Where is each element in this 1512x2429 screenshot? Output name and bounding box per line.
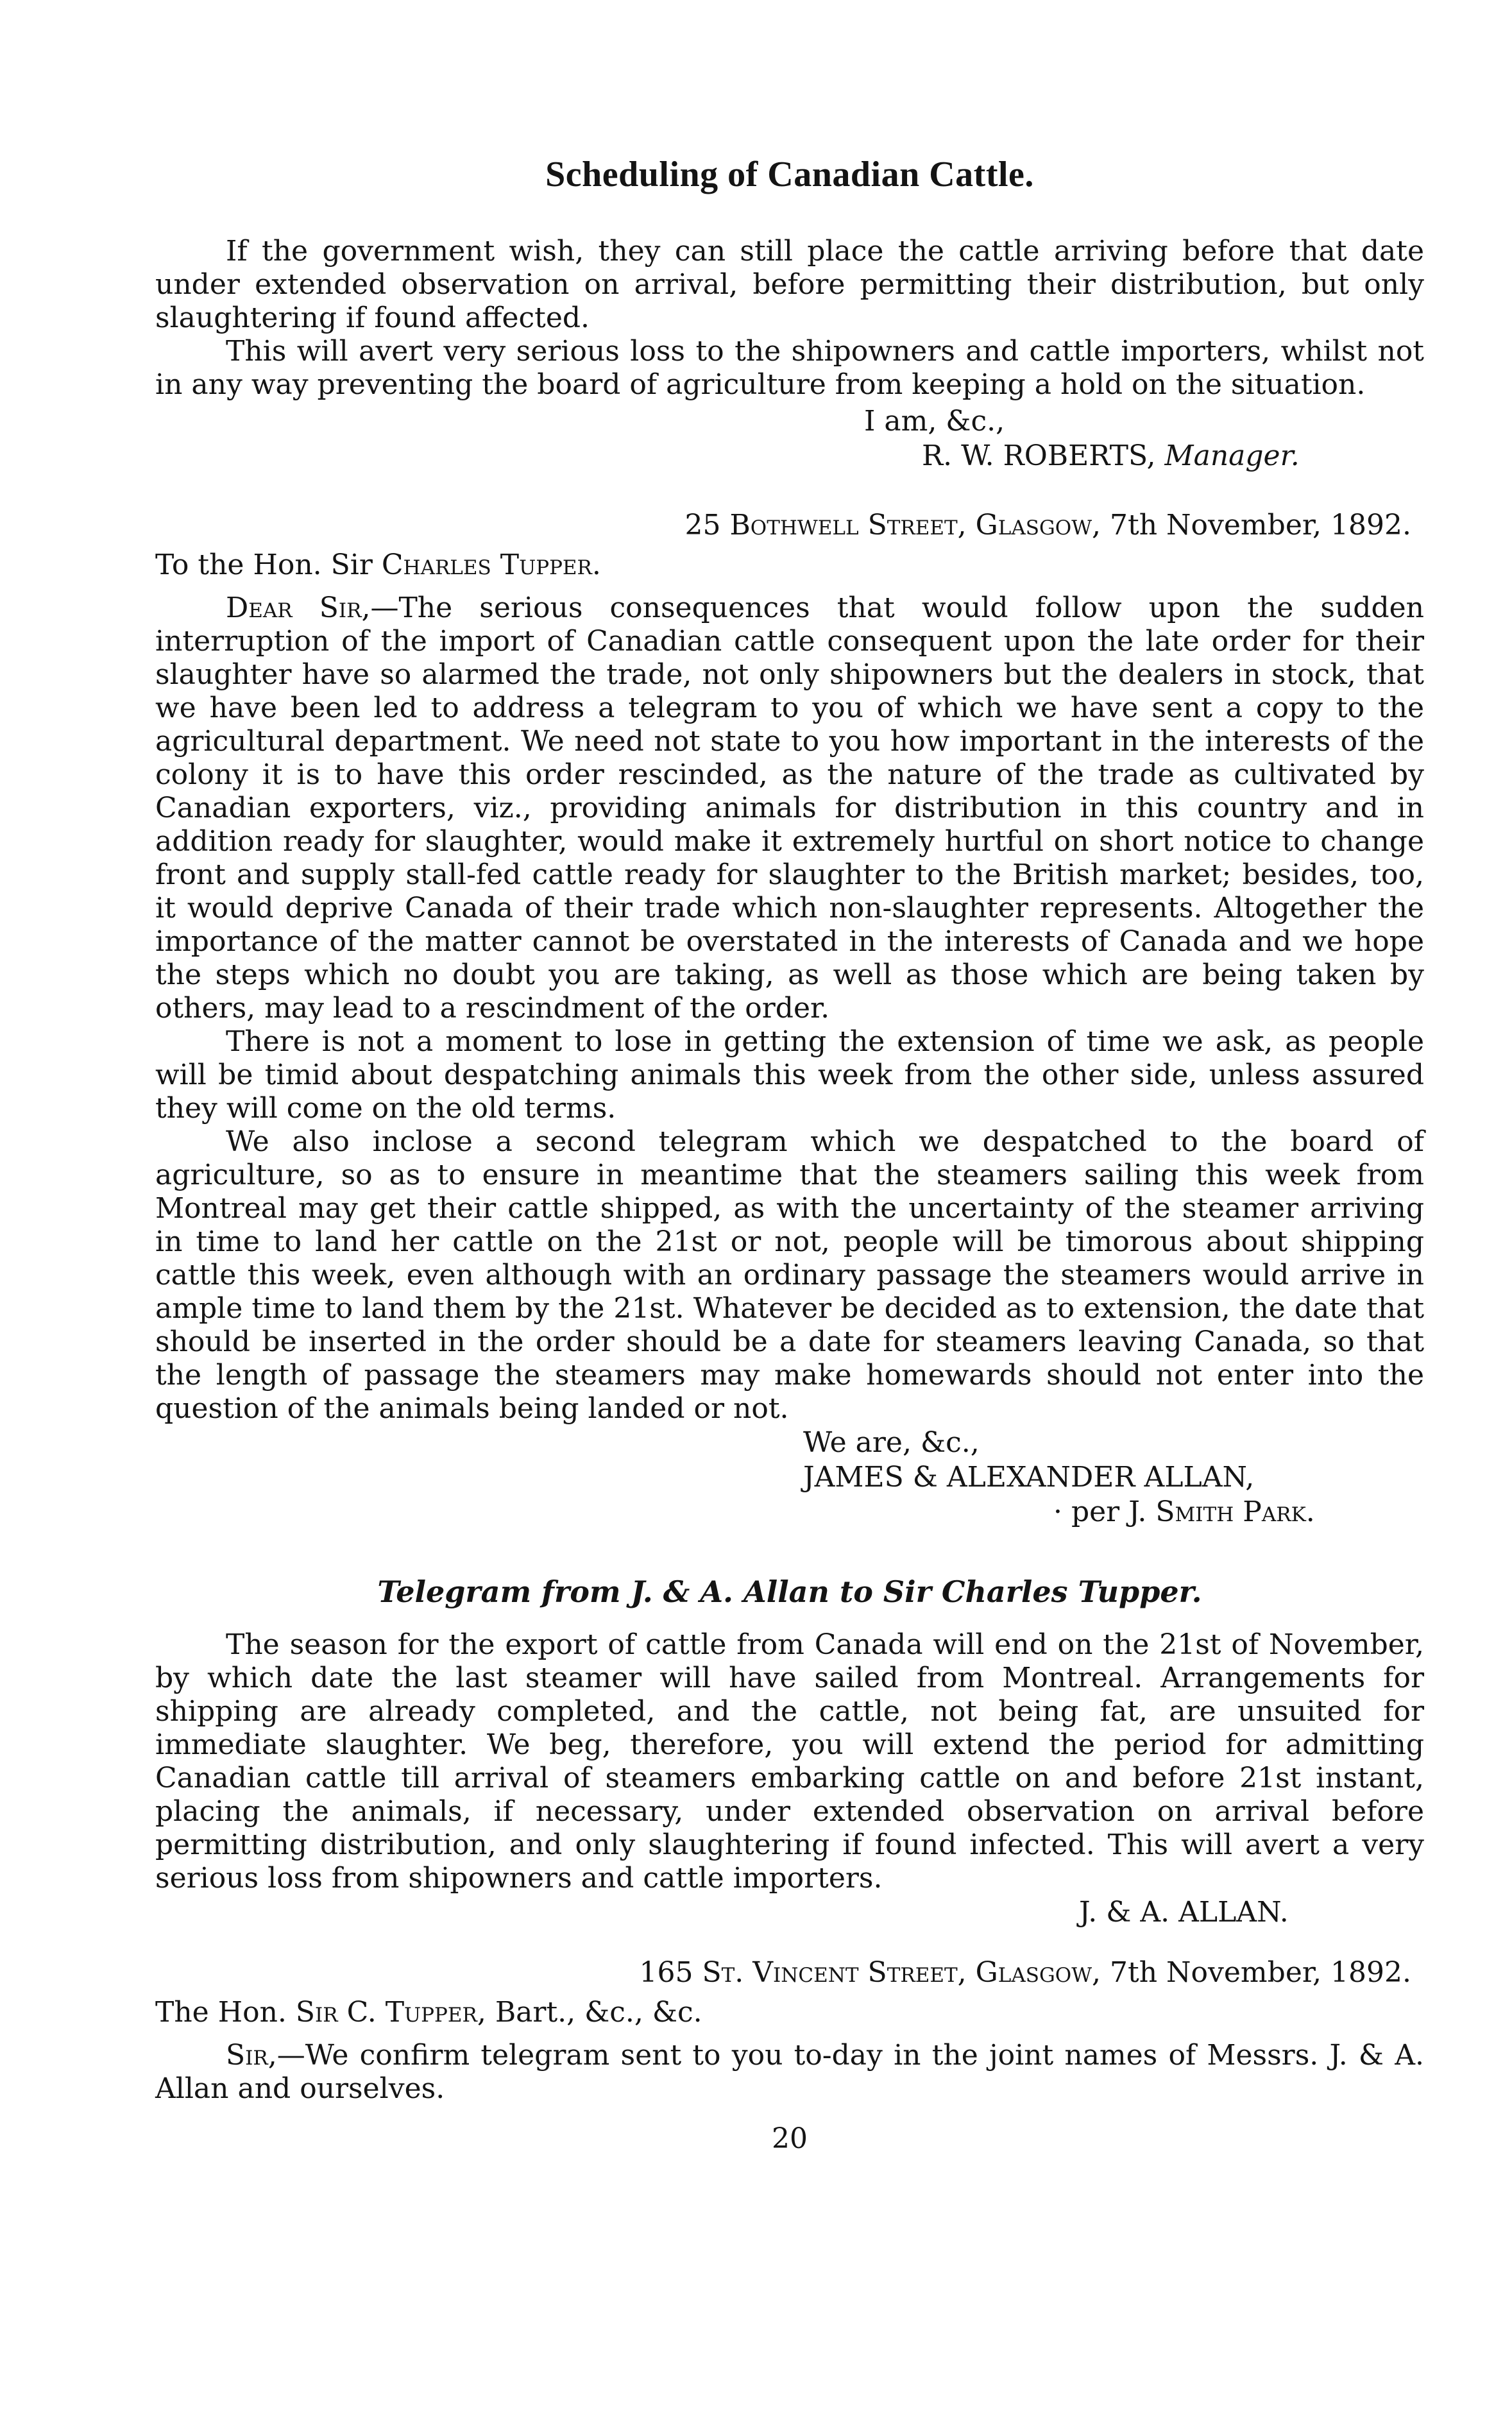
paragraph: [155, 2039, 1424, 2106]
signature-name: J. & A. ALLAN.: [1079, 1896, 1289, 1929]
signature-name: [922, 439, 1424, 473]
telegram-heading: Telegram from J. & A. Allan to Sir Charles Tupper.: [377, 1574, 1202, 1609]
document-page: [155, 154, 1424, 2155]
per-name: Smith Park.: [1155, 1496, 1315, 1528]
paragraph: There is not a moment to lose in getting the extension of time we ask, as people will be timid about despatching animals this week from the other side, unless assured they will come on the old terms.: [155, 1025, 1424, 1125]
paragraph: [155, 592, 1424, 1025]
signature-block: [155, 404, 1424, 473]
recipient-prefix: To the Hon. Sir: [155, 549, 373, 581]
address-date: 7th November, 1892.: [1110, 509, 1411, 541]
signature-block: [155, 1426, 1424, 1530]
recipient-prefix: The Hon.: [155, 1996, 287, 2029]
signatory: R. W. ROBERTS,: [922, 439, 1156, 472]
address-number: 25: [684, 509, 721, 541]
page-title: Scheduling of Canadian Cattle.: [545, 155, 1034, 194]
address-city: Glasgow,: [975, 509, 1101, 541]
letter-address: [155, 1956, 1424, 1990]
paragraph: If the government wish, they can still place the cattle arriving before that date under extended observation on arrival, before permitting their distribution, but only slaughtering if found affected.: [155, 235, 1424, 334]
letter-address: [155, 508, 1424, 543]
paragraph: We also inclose a second telegram which we despatched to the board of agriculture, so as to ensure in meantime that the steamers sailing this week from Montreal may get their cattle shipped, as with the uncertainty of the steamer arriving in time to land her cattle on the 21st or not, people will be timorous about shipping cattle this week, even although with an ordinary passage the steamers would arrive in ample time to land them by the 21st. Whatever be decided as to extension, the date that should be inserted in the order should be a date for steamers leaving Canada, so that the length of passage the steamers may make homewards should not enter into the question of the animals being landed or not.: [155, 1125, 1424, 1425]
salutation: Sir,: [226, 2039, 277, 2072]
closing-line: We are, &c.,: [803, 1426, 980, 1459]
address-date: 7th November, 1892.: [1110, 1956, 1411, 1989]
paragraph: The season for the export of cattle from Canada will end on the 21st of November, by which date the last steamer will have sailed from Montreal. Arrangements for shipping are already completed, and the cattle, not being fat, are unsuited for immediate slaughter. We beg, therefore, you will extend the period for admitting Canadian cattle till arrival of steamers embarking cattle on and before 21st instant, placing the animals, if necessary, under extended observation on arrival before permitting distribution, and only slaughtering if found infected. This will avert a very serious loss from shipowners and cattle importers.: [155, 1628, 1424, 1895]
address-number: 165: [639, 1956, 693, 1989]
address-street: Bothwell Street,: [729, 509, 967, 541]
recipient-suffix: Bart., &c., &c.: [495, 1996, 702, 2029]
paragraph-body: —The serious consequences that would follow upon the sudden interruption of the import of Canadian cattle consequent upon the late order for their slaughter have so alarmed the trade, not only shipowners but the dealers in stock, that we have been led to address a telegram to you of which we have sent a copy to the agricultural department. We need not state to you how important in the interests of the colony it is to have this order rescinded, as the nature of the trade as cultivated by Canadian exporters, viz., providing animals for distribution in this country and in addition ready for slaughter, would make it extremely hurtful on short notice to change front and supply stall-fed cattle ready for slaughter to the British market; besides, too, it would deprive Canada of their trade which non-slaughter represents. Altogether the importance of the matter cannot be overstated in the interests of Canada and we hope the steps which no doubt you are taking, as well as those which are being taken by others, may lead to a rescindment of the order.: [155, 592, 1425, 1025]
paragraph-body: —We confirm telegram sent to you to-day in the joint names of Messrs. J. & A. Allan and ourselves.: [155, 2039, 1424, 2105]
recipient-line: [155, 548, 1424, 583]
address-city: Glasgow,: [975, 1956, 1101, 1989]
signature-block: [155, 1895, 1424, 1930]
recipient-line: [155, 1995, 1424, 2030]
closing-line: I am, &c.,: [864, 405, 1005, 438]
salutation: Dear Sir,: [226, 592, 371, 624]
signature-per: [1053, 1495, 1424, 1530]
paragraph: This will avert very serious loss to the shipowners and cattle importers, whilst not in any way preventing the board of agriculture from keeping a hold on the situation.: [155, 335, 1424, 401]
signature-name: JAMES & ALEXANDER ALLAN,: [803, 1461, 1255, 1494]
signatory-role: Manager.: [1164, 439, 1300, 472]
address-street: St. Vincent Street,: [702, 1956, 967, 1989]
page-number: 20: [772, 2122, 808, 2155]
per-prefix: · per J.: [1053, 1496, 1147, 1528]
recipient-name: Sir C. Tupper,: [295, 1996, 486, 2029]
recipient-name: Charles Tupper.: [381, 549, 601, 581]
